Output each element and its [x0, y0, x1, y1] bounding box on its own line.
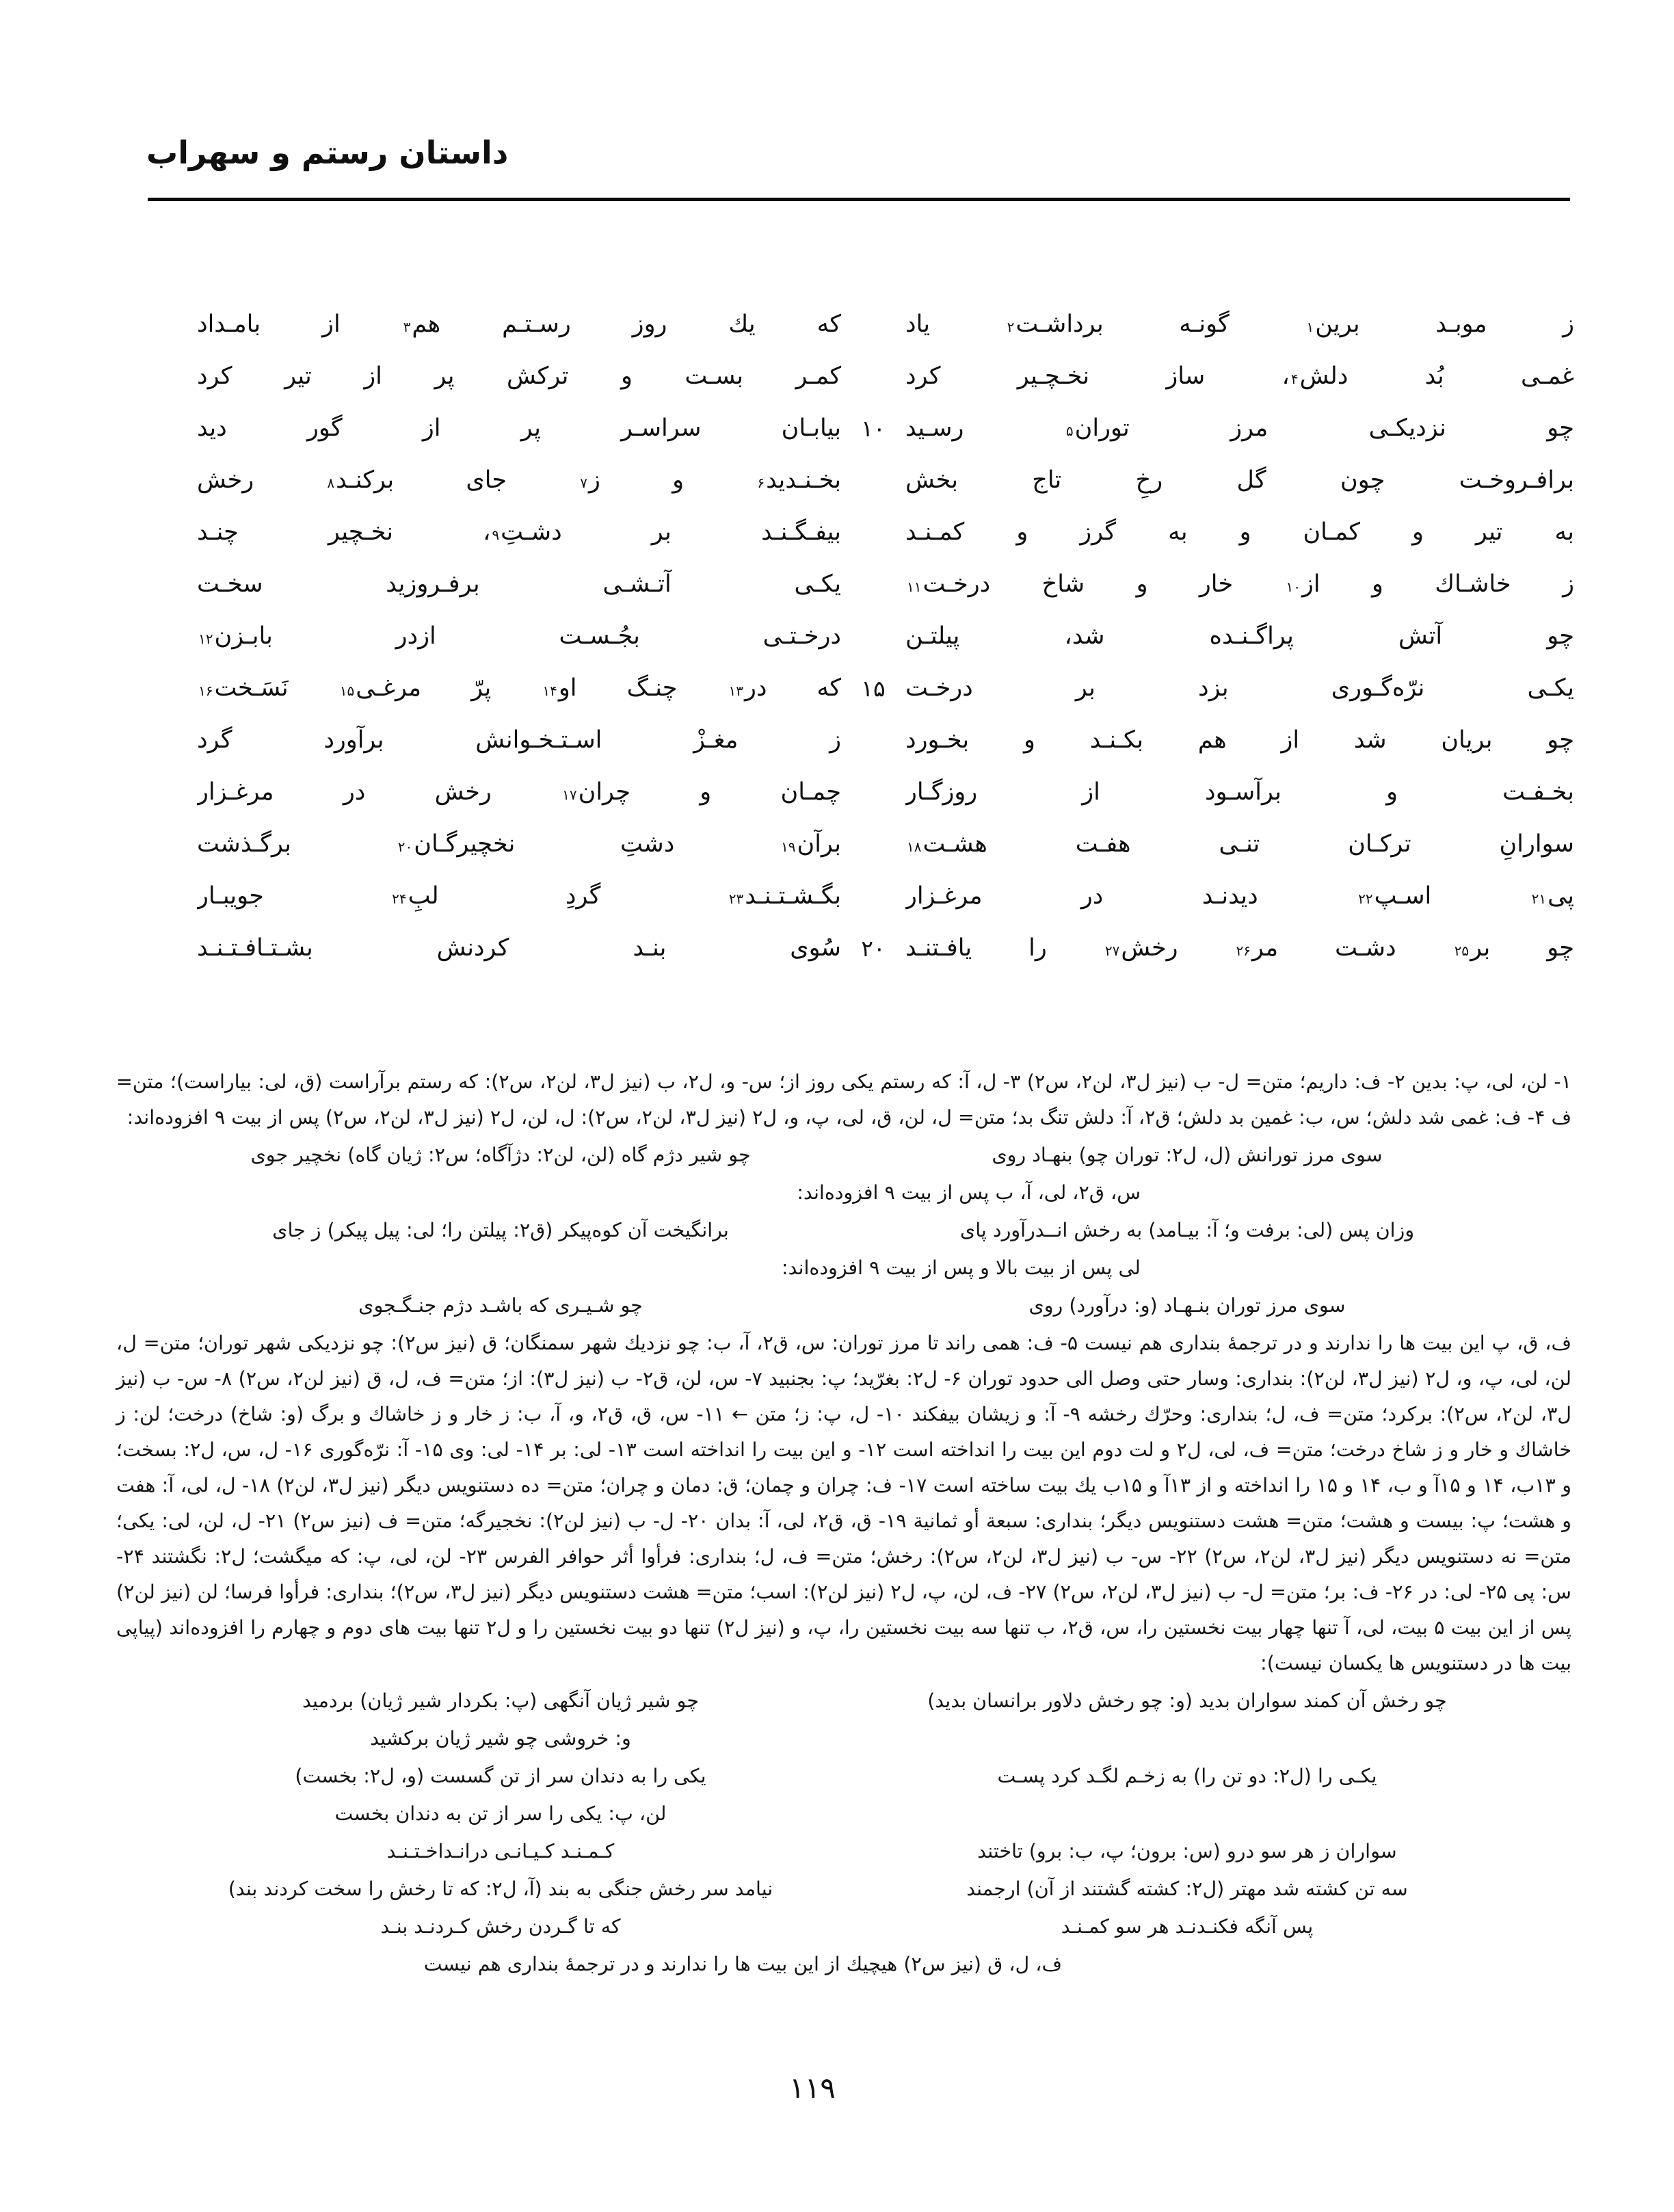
- verse-row: [100, 818, 1574, 870]
- verse-row: [100, 350, 1574, 402]
- couplet-left: کـمـنـد کـیـانـی درانـداخـتـنـد: [386, 1840, 615, 1862]
- apparatus-couplet: [116, 1834, 1571, 1869]
- apparatus-final-note: ف، ل، ق (نیز س۲) هیچیك از این بیت ها را ندارند و در ترجمهٔ بنداری هم نیست: [423, 1953, 1062, 1975]
- hemistich-right: پی$^{۲۱}$ اسـپ$^{۲۲}$ دیدنـد در مرغـزار: [905, 882, 1574, 910]
- apparatus-section: [116, 1064, 1571, 1982]
- hemistich-right: برافـروخـت چون گل رخِ تاج بخش: [905, 466, 1574, 494]
- apparatus-couplet: [116, 1683, 1571, 1719]
- apparatus-note-line: لی پس از بیت بالا و پس از بیت ۹ افزوده‌اند:: [782, 1256, 1141, 1279]
- couplet-left: و: خروشی چو شیر ژیان برکشید: [370, 1727, 631, 1750]
- apparatus-note-line: س، ق۲، لی، آ، ب پس از بیت ۹ افزوده‌اند:: [797, 1181, 1141, 1204]
- couplet-left: چو شیر ژیان آنگهی (پ: بکردار شیر ژیان) بردمید: [302, 1689, 699, 1712]
- hemistich-right: غمـی بُد دلش$^۴$، ساز نخـچـیر کرد: [905, 363, 1574, 390]
- couplet-left: چو شـیـری که باشـد دژم جنـگـجوی: [358, 1294, 643, 1317]
- couplet-right: چو رخش آن کمند سواران بدید (و: چو رخش دلاور برانسان بدید): [927, 1689, 1447, 1712]
- hemistich-left: که در$^{۱۳}$ چنـگ او$^{۱۴}$ پرّ مرغـی$^{۱۵}$ نَسَـخت$^{۱۶}$: [198, 674, 841, 702]
- verse-row: [100, 714, 1574, 766]
- hemistich-left: بیفـگـنـد بر دشـتِ$^۹$، نخـچیر چنـد: [197, 518, 841, 546]
- hemistich-left: کمـر بسـت و ترکش پر از تیر کرد: [197, 363, 841, 390]
- hemistich-right: چو بریان شد از هم بکـنـد و بخـورد: [905, 726, 1574, 754]
- apparatus-paragraph: ف، ق، پ این بیت ها را ندارند و در ترجمهٔ بنداری هم نیست ۵- ف: همی راند تا مرز توران: س، ق۲، آ، ب: چو نزدیك شهر سمنگان؛ ق (نیز س۲): چو نزدیکی شهر توران؛ متن= ل، لن، لی، پ، و، ل۲ (نیز ل۳، لن۲): بنداری: وسار حتی وصل الی حدود توران ۶- ل۲: بغرّید؛ پ: بجنبید ۷- س، لن، ق۲- ب (نیز ل۳): از؛ متن= ف، ل، ق (نیز لن۲، س۲) ۸- س- ب (نیز ل۳، لن۲، س۲): برکرد؛ متن= ف، ل؛ بنداری: وحرّك رخشه ۹- آ: و زیشان بیفکند ۱۰- ل، پ: ز؛ متن ← ۱۱- س، ق، ق۲، و، آ، ب: ز خار و ز خاشاك و برگ (و: شاخ) درخت؛ لن: ز خاشاك و خار و ز شاخ درخت؛ متن= ف، لی، ل۲ و لت دوم این بیت را انداخته است ۱۲- و این بیت را انداخته است ۱۳- لی: بر ۱۴- لی: وی ۱۵- آ: نرّه‌گوری ۱۶- ل، س، ل۲: بسخت؛ و ۱۳ب، ۱۴ و ۱۵آ و ب، ۱۴ و ۱۵ را انداخته و از ۱۳آ و ۱۵ب یك بیت ساخته است ۱۷- ف: چران و چمان؛ ق: دمان و چران؛ متن= ده دستنویس دیگر (نیز ل۳، لن۲) ۱۸- ل، لی، آ: هفت و هشت؛ پ: بیست و هشت؛ متن= هشت دستنویس دیگر؛ بنداری: سبعة أو ثمانیة ۱۹- ق، ق۲، لی، آ: بدان ۲۰- ل- ب (نیز لن۲): نخجیرگه؛ متن= ف (نیز س۲) ۲۱- ل، لن، لی: یکی؛ متن= نه دستنویس دیگر (نیز ل۳، لن۲، س۲) ۲۲- س- ب (نیز ل۳، لن۲، س۲): رخش؛ متن= ف، ل؛ بنداری: فرأوا أثر حوافر الفرس ۲۳- لن، لی، پ: که میگشت؛ ل۲: نگشتند ۲۴- س: پی ۲۵- لی: در ۲۶- ف: بر؛ متن= ل- ب (نیز ل۳، لن۲، س۲) ۲۷- ف، لن، پ، ل۲ (نیز لن۲): اسب؛ متن= هشت دستنویس دیگر (نیز ل۳، س۲)؛ بنداری: فرأوا فرسا؛ لن (نیز لن۲) پس از این بیت ۵ بیت، لی، آ تنها چهار بیت نخستین را، س، ق۲، ب تنها سه بیت نخستین را، پ، و (نیز ل۲) تنها دو بیت نخستین را و ل۲ تنها بیت های دوم و چهارم را افزوده‌اند (پیاپی بیت ها در دستنویس ها یکسان نیست):: [116, 1332, 1572, 1674]
- couplet-right: سه تن کشته شد مهتر (ل۲: کشته گشتند از آن) ارجمند: [966, 1878, 1408, 1900]
- verse-row: [100, 610, 1574, 662]
- hemistich-right: سوارانِ ترکـان تنـی هفـت هشـت$^{۱۸}$: [907, 830, 1574, 858]
- hemistich-right: به تیر و کمـان و به گرز و کمـنـد: [905, 518, 1574, 546]
- couplet-left: لن، پ: یکی را سر از تن به دندان بخست: [334, 1802, 667, 1825]
- couplet-left: نیامد سر رخش جنگی به بند (آ، ل۲: که تا رخش را سخت کردند بند): [228, 1878, 773, 1900]
- couplet-left: چو شیر دژم گاه (لن، لن۲: دژآگاه؛ س۲: ژیان گاه) نخچیر جوی: [250, 1144, 751, 1166]
- hemistich-left: بیابـان سراسـر پر از گور دید: [197, 414, 841, 442]
- apparatus-couplet: [116, 1871, 1571, 1907]
- verse-row: [100, 298, 1574, 350]
- apparatus-variant-line: [116, 1721, 1571, 1756]
- apparatus-couplet: [116, 1288, 1571, 1324]
- page-title: داستان رستم و سهراب: [146, 134, 509, 171]
- verse-number: ۲۰: [861, 934, 886, 962]
- verse-number: ۱۵: [861, 674, 886, 702]
- verse-row: [100, 402, 1574, 454]
- couplet-right-empty: [844, 1721, 1571, 1756]
- hemistich-left: که یك روز رسـتـم هم$^۳$ از بامـداد: [197, 311, 841, 338]
- hemistich-left: برآن$^{۱۹}$ دشتِ نخچیرگـان$^{۲۰}$ برگـذشت: [197, 830, 841, 858]
- couplet-left: یکی را به دندان سر از تن گسست (و، ل۲: بخست): [295, 1765, 706, 1787]
- couplet-right: وزان پس (لی: برفت و؛ آ: بیـامد) به رخش انــدرآورد پای: [959, 1219, 1415, 1241]
- page-number: ۱۱۹: [789, 2071, 836, 2105]
- hemistich-left: درخـتـی بجُـسـت ازدر بابـزن$^{۱۲}$: [198, 622, 841, 650]
- verse-row: [100, 558, 1574, 610]
- hemistich-right: چو آتش پراگـنـده شد، پیلتـن: [905, 622, 1574, 650]
- couplet-left: که تا گـردن رخش کـردنـد بنـد: [380, 1915, 621, 1938]
- poem-section: [100, 298, 1574, 974]
- hemistich-left: بخـنـدید$^۶$ و ز$^۷$ جای برکنـد$^۸$ رخش: [197, 466, 841, 494]
- couplet-right: پس آنگه فکنـدنـد هر سو کمـنـد: [1061, 1915, 1314, 1938]
- header-rule: [148, 198, 1570, 201]
- apparatus-couplet: [116, 1909, 1571, 1945]
- hemistich-left: بگـشـتـنـد$^{۲۳}$ گردِ لبِ$^{۲۴}$ جویبـار: [197, 882, 841, 910]
- hemistich-right: ز موبـد برین$^۱$ گونـه برداشـت$^۲$ یاد: [905, 311, 1574, 338]
- couplet-right: سوی مرز توران بنـهـاد (و: درآورد) روی: [1028, 1294, 1346, 1317]
- apparatus-couplet: [116, 1759, 1571, 1794]
- verse-row: [100, 506, 1574, 558]
- hemistich-right: یکـی نرّه‌گـوری بزد بر درخـت: [905, 674, 1574, 702]
- hemistich-right: ز خاشـاك و از$^{۱۰}$ خار و شاخ درخـت$^{۱۱}$: [907, 570, 1574, 598]
- apparatus-variant-line: [116, 1796, 1571, 1832]
- verse-row: [100, 766, 1574, 818]
- verse-row: [100, 454, 1574, 506]
- verse-number: ۱۰: [861, 414, 886, 442]
- couplet-right: یکـی را (ل۲: دو تن را) به زخـم لگـد کرد پسـت: [997, 1765, 1377, 1787]
- hemistich-left: چمـان و چران$^{۱۷}$ رخش در مرغـزار: [197, 778, 841, 806]
- couplet-left: برانگیخت آن کوه‌پیکر (ق۲: پیلتن را؛ لی: پیل پیکر) ز جای: [272, 1219, 729, 1241]
- hemistich-left: ز مغـزْ اسـتـخـوانش برآورد گرد: [197, 726, 841, 754]
- verse-row: [100, 922, 1574, 974]
- hemistich-left: یکـی آتـشـی برفـروزید سخـت: [197, 570, 841, 598]
- verse-row: [100, 662, 1574, 714]
- verse-row: [100, 870, 1574, 922]
- hemistich-right: چو نزدیکـی مرز توران$^۵$ رسـید: [905, 414, 1574, 442]
- hemistich-right: چو بر$^{۲۵}$ دشـت مر$^{۲۶}$ رخش$^{۲۷}$ را یافـتنـد: [905, 934, 1574, 962]
- apparatus-couplet: [116, 1213, 1571, 1248]
- hemistich-right: بخـفـت و برآسـود از روزگـار: [905, 778, 1574, 806]
- hemistich-left: سُوی بنـد کردنش بشـتـافـتـنـد: [197, 934, 841, 962]
- apparatus-paragraph: ۱- لن، لی، پ: بدین ۲- ف: داریم؛ متن= ل- ب (نیز ل۳، لن۲، س۲) ۳- ل، آ: که رستم یکی روز از؛ س- و، ل۲، ب (نیز ل۳، لن۲، س۲): که رستم برآراست (ق، لی: بیاراست)؛ متن= ف ۴- ف: غمی شد دلش؛ س، ب: غمین بد دلش؛ ق۲، آ: دلش تنگ بد؛ متن= ل، لن، ق، لی، پ، و، ل۲ (نیز ل۳، لن۲، س۲): ل، لن، ل۲ (نیز ل۳، لن۲، س۲) پس از بیت ۹ افزوده‌اند:: [116, 1070, 1572, 1129]
- couplet-right-empty: [844, 1796, 1571, 1832]
- apparatus-couplet: [116, 1137, 1571, 1173]
- couplet-right: سواران ز هر سو درو (س: برون؛ پ، ب: برو) تاختند: [977, 1840, 1397, 1862]
- couplet-right: سوی مرز تورانش (ل، ل۲: توران چو) بنهـاد روی: [992, 1144, 1383, 1166]
